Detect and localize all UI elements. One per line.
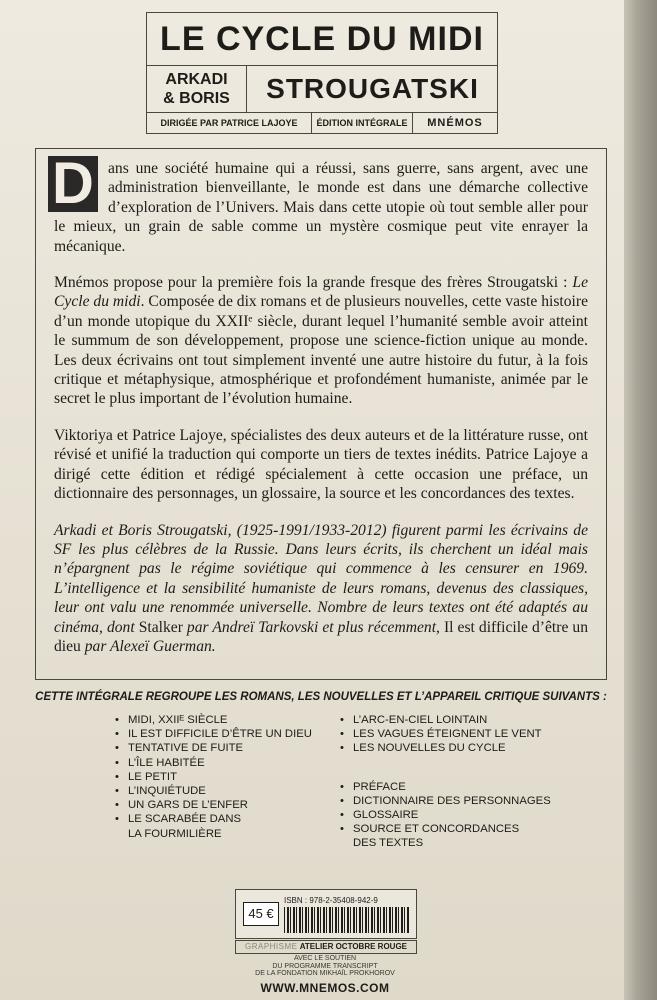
contents-heading: CETTE INTÉGRALE REGROUPE LES ROMANS, LES NOUVELLES ET L’APPAREIL CRITIQUE SUIVANTS : xyxy=(35,691,607,703)
cycle-title: Le Cycle du midi xyxy=(54,274,588,311)
contents-item: • UN GARS DE L’ENFER xyxy=(115,798,325,812)
contents-item: • LES VAGUES ÉTEIGNENT LE VENT xyxy=(340,727,580,741)
edition-row xyxy=(147,113,497,133)
contents-item: • IL EST DIFFICILE D’ÊTRE UN DIEU xyxy=(115,727,325,741)
author-first-name-1: ARKADI xyxy=(165,71,228,88)
contents-item: • DICTIONNAIRE DES PERSONNAGES xyxy=(340,794,580,808)
paragraph-4-text-a: Arkadi et Boris Strougatski, (1925-1991/1933-2012) figurent parmi les écrivains de SF les plus célèbres de la Russie. Dans leurs écrits, ils cherchent un idéal mais n’épargnent pas le régime soviétique qui commence à les censurer en 1969. L’intelligence et la sensibilité humaniste de leurs romans, devenus des classiques, leur ont valu une renommée universelle. Nombre de leurs textes ont été adaptés au cinéma, dont xyxy=(54,521,588,636)
paragraph-2-text-a: Mnémos propose pour la première fois la grande fresque des frères Strougatski : xyxy=(54,274,573,292)
author-first-names xyxy=(147,66,247,112)
price-tag: 45 € xyxy=(243,902,279,926)
contents-item: • L’ÎLE HABITÉE xyxy=(115,756,325,770)
isbn-block xyxy=(235,889,417,939)
directed-by: DIRIGÉE PAR PATRICE LAJOYE xyxy=(147,113,312,133)
paragraph-4-text-b: par Andreï Tarkovski et plus récemment, xyxy=(182,618,444,636)
blurb-box xyxy=(35,148,607,680)
support-line-1: AVEC LE SOUTIEN xyxy=(293,955,357,962)
paragraph-1-text: ans une société humaine qui a réussi, sans guerre, sans argent, avec une administration bienveillante, le monde est dans une démarche collective d’exploration de l’Univers. Mais dans cette utopie où tout semble aller pour le mieux, un grain de sable comme un mystère cosmique peut vite enrayer la mécanique. xyxy=(54,160,588,255)
contents-item: • LE PETIT xyxy=(115,770,325,784)
author-surname: STROUGATSKI xyxy=(266,73,479,104)
authors-row xyxy=(147,66,497,113)
paragraph-4-text-c: par Alexeï Guerman. xyxy=(80,637,216,655)
contents-item: • L’ARC-EN-CIEL LOINTAIN xyxy=(340,713,580,727)
barcode-icon xyxy=(284,907,410,933)
contents-item: • PRÉFACE xyxy=(340,780,580,794)
support-line-3: DE LA FONDATION MIKHAÏL PROKHOROV xyxy=(255,970,395,977)
film-title-dieu: Il est difficile d’être un dieu xyxy=(54,618,588,655)
isbn-number: ISBN : 978-2-35408-942-9 xyxy=(284,896,378,905)
paragraph-4 xyxy=(54,521,588,657)
graphic-design-credit xyxy=(235,940,417,954)
support-line-2: DU PROGRAMME TRANSCRIPT xyxy=(272,962,378,970)
graphisme-label: GRAPHISME xyxy=(244,942,298,951)
contents-item-continued: LA FOURMILIÈRE xyxy=(128,827,222,840)
contents-item: • MIDI, XXIIᴱ SIÈCLE xyxy=(115,713,325,727)
paragraph-3: Viktoriya et Patrice Lajoye, spécialistes des deux auteurs et de la littérature russe, ont révisé et unifié la traduction qui comporte un tiers de textes inédits. Patrice Lajoye a dirigé cette édition et rédigé spécialement à cette occasion une préface, un dictionnaire des personnages, un glossaire, la source et les concordances des textes. xyxy=(54,426,588,503)
contents-item: • SOURCE ET CONCORDANCES xyxy=(340,822,580,836)
paragraph-2 xyxy=(54,273,588,409)
contents-item: • LE SCARABÉE DANS xyxy=(115,812,325,826)
contents-item-continued: DES TEXTES xyxy=(353,837,424,850)
contents-item: • TENTATIVE DE FUITE xyxy=(115,741,325,755)
title-block xyxy=(146,12,498,134)
contents-column-2 xyxy=(340,713,580,851)
publisher-name: MNÉMOS xyxy=(427,117,483,129)
paragraph-2-text-b: . Composée de dix romans et de plusieurs nouvelles, cette vaste histoire d’un monde utopique du XXIIᵉ siècle, durant lequel l’humanité semble avoir atteint le summum de son développement, propose une science-fiction unique au monde. Les deux écrivains ont tout simplement inventé une autre histoire du futur, à la fois critique et métaphysique, atmosphérique et profondément humaniste, animée par le secret le plus important de l’évolution humaine. xyxy=(54,293,588,408)
contents-item: • LES NOUVELLES DU CYCLE xyxy=(340,741,580,755)
support-credit xyxy=(235,955,415,978)
contents-column-1 xyxy=(115,713,325,841)
edition-label: ÉDITION INTÉGRALE xyxy=(312,113,413,133)
paragraph-1 xyxy=(52,151,588,256)
contents-item: • L’INQUIÉTUDE xyxy=(115,784,325,798)
author-first-name-2: & BORIS xyxy=(163,90,230,107)
drop-cap: D xyxy=(48,156,98,212)
book-title: LE CYCLE DU MIDI xyxy=(147,13,497,66)
contents-item: • GLOSSAIRE xyxy=(340,808,580,822)
film-title-stalker: Stalker xyxy=(138,618,183,636)
publisher-website: WWW.MNEMOS.COM xyxy=(260,981,390,995)
graphisme-name: ATELIER OCTOBRE ROUGE xyxy=(299,942,407,951)
book-spine xyxy=(624,0,657,1000)
